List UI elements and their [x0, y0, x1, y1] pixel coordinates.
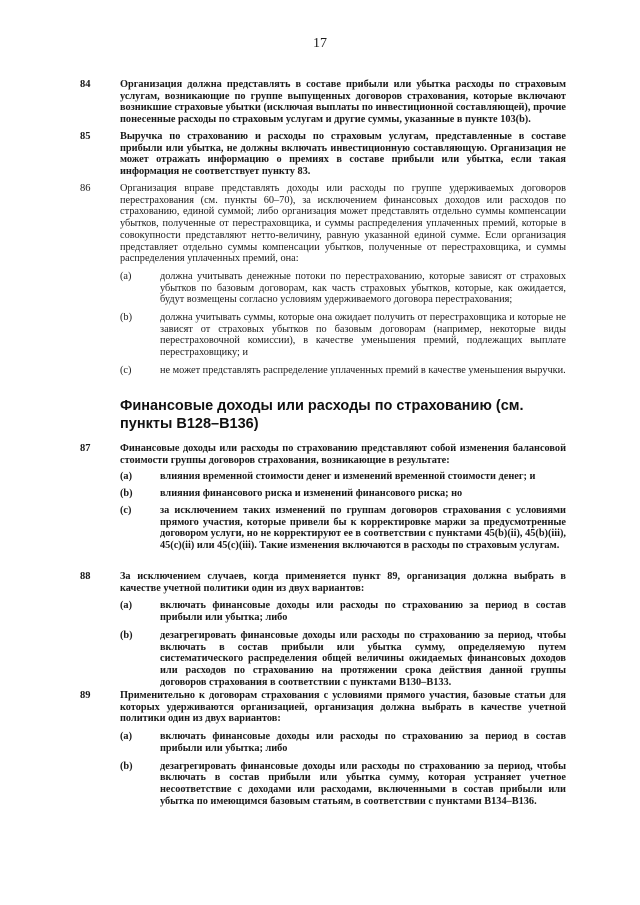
- page-number: 17: [313, 36, 327, 51]
- paragraph-88: [80, 571, 568, 688]
- list-item-label: (b): [120, 312, 133, 324]
- list-item: [80, 761, 568, 808]
- paragraph-number: 85: [80, 131, 91, 142]
- list-item: [80, 488, 568, 500]
- list-item-text: за исключением таких изменений по группам договоров страхования с условиями прямого участия, которые привели бы к корректировке маржи за предусмотренные договором услуги, но не корректируют ее в соответствии с пунктами 45(b)(ii), 45(b)(iii), 45(c)(ii) или 45(c)(iii). Такие изменения включаются в расходы по страховым услугам.: [160, 504, 566, 551]
- section-heading: Финансовые доходы или расходы по страхованию (см. пункты B128–B136): [120, 398, 524, 432]
- list-item-label: (b): [120, 629, 133, 641]
- list-item-text: должна учитывать суммы, которые она ожидает получить от перестраховщика и которые не зависят от страховых убытков по базовым договорам (например, некоторые виды перестраховочной комиссии), в качестве уменьшения премий, подлежащих выплате перестраховщику; и: [160, 312, 566, 359]
- list-item: [80, 505, 568, 552]
- paragraph-number: 88: [80, 571, 91, 582]
- paragraph-89: [80, 690, 568, 807]
- list-item: [80, 271, 568, 306]
- list-item-label: (c): [120, 504, 132, 516]
- paragraph-number: 89: [80, 690, 91, 701]
- list-item-label: (b): [120, 488, 133, 500]
- list-item-text: влияния финансового риска и изменений финансового риска; но: [160, 488, 463, 500]
- paragraph-text: Выручка по страхованию и расходы по страховым услугам, представленные в составе прибыли или убытка, не должны включать инвестиционную составляющую. Организация не может отражать информацию о премиях в составе прибыли или убытка, если такая информация не соответствует пункту 83.: [120, 131, 566, 178]
- list-item-label: (a): [120, 270, 132, 282]
- list-item-label: (c): [120, 364, 132, 376]
- paragraph-text: Финансовые доходы или расходы по страхованию представляют собой изменения балансовой стоимости группы договоров страхования, возникающие в результате:: [120, 443, 566, 466]
- paragraph-text: Организация должна представлять в составе прибыли или убытка расходы по страховым услугам, возникающие по группе выпущенных договоров страхования, которые включают возникшие страховые убытки (исключая выплаты по инвестиционной составляющей), прочие понесенные расходы по страховым услугам и другие суммы, указанные в пункте 103(b).: [120, 79, 566, 126]
- list-item-text: включать финансовые доходы или расходы по страхованию за период в состав прибыли или убытка; либо: [160, 600, 566, 624]
- paragraph-85: [80, 131, 568, 178]
- list-item-label: (a): [120, 600, 133, 612]
- list-item-text: включать финансовые доходы или расходы по страхованию за период в состав прибыли или убытка; либо: [160, 731, 566, 754]
- list-item: [80, 600, 568, 623]
- paragraph-number: 86: [80, 183, 91, 194]
- list-item-text: влияния временной стоимости денег и изменений временной стоимости денег; и: [160, 471, 536, 483]
- list-item: [80, 630, 568, 689]
- paragraph-87: [80, 443, 568, 552]
- list-item-label: (a): [120, 471, 133, 483]
- paragraph-86: [80, 183, 568, 377]
- paragraph-number: 84: [80, 79, 91, 90]
- paragraph-text: За исключением случаев, когда применяется пункт 89, организация должна выбрать в качестве учетной политики один из двух вариантов:: [120, 571, 566, 594]
- list-item-label: (b): [120, 760, 133, 772]
- paragraph-84: [80, 79, 568, 126]
- paragraph-text: Организация вправе представлять доходы или расходы по группе удерживаемых договоров перестрахования (см. пункты 60–70), за исключением финансовых доходов или расходов по страхованию, единой суммой; либо организация может представлять отдельно суммы компенсации убытков, полученные от перестраховщика, и суммы распределения уплаченных премий, которые в совокупности представляют нетто-величину, равную указанной единой сумме. Если организация представляет отдельно суммы компенсации убытков, полученные от перестраховщика, и суммы распределения уплаченных премий, она:: [120, 183, 566, 265]
- paragraph-text: Применительно к договорам страхования с условиями прямого участия, базовые статьи для которых удерживаются организацией, организация должна выбрать в качестве учетной политики один из двух вариантов:: [120, 690, 566, 725]
- list-item: [80, 312, 568, 359]
- list-item: [80, 365, 568, 377]
- list-item-label: (a): [120, 731, 133, 743]
- list-item-text: должна учитывать денежные потоки по перестрахованию, которые зависят от страховых убытков по базовым договорам, как часть страховых убытков, которые, как ожидается, будут возмещены согласно условиям удерживаемого договора перестрахования;: [160, 270, 566, 306]
- list-item-text: дезагрегировать финансовые доходы или расходы по страхованию за период, чтобы включать в состав прибыли или убытка сумму, которая устраняет учетное несоответствие с доходами или расходами, включенными в состав прибыли или убытка по имеющимся базовым статьям, в соответствии с пунктами B134–B136.: [160, 760, 566, 807]
- paragraph-number: 87: [80, 443, 91, 454]
- list-item: [80, 471, 568, 483]
- list-item-text: дезагрегировать финансовые доходы или расходы по страхованию за период, чтобы включать в состав прибыли или убытка сумму, определяемую путем систематического распределения общей величины ожидаемых финансовых доходов или расходов по страхованию на протяжении срока действия данной группы договоров страхования в соответствии с пунктами B130–B133.: [160, 629, 566, 688]
- list-item-text: не может представлять распределение уплаченных премий в качестве уменьшения выручки.: [160, 364, 566, 376]
- list-item: [80, 731, 568, 754]
